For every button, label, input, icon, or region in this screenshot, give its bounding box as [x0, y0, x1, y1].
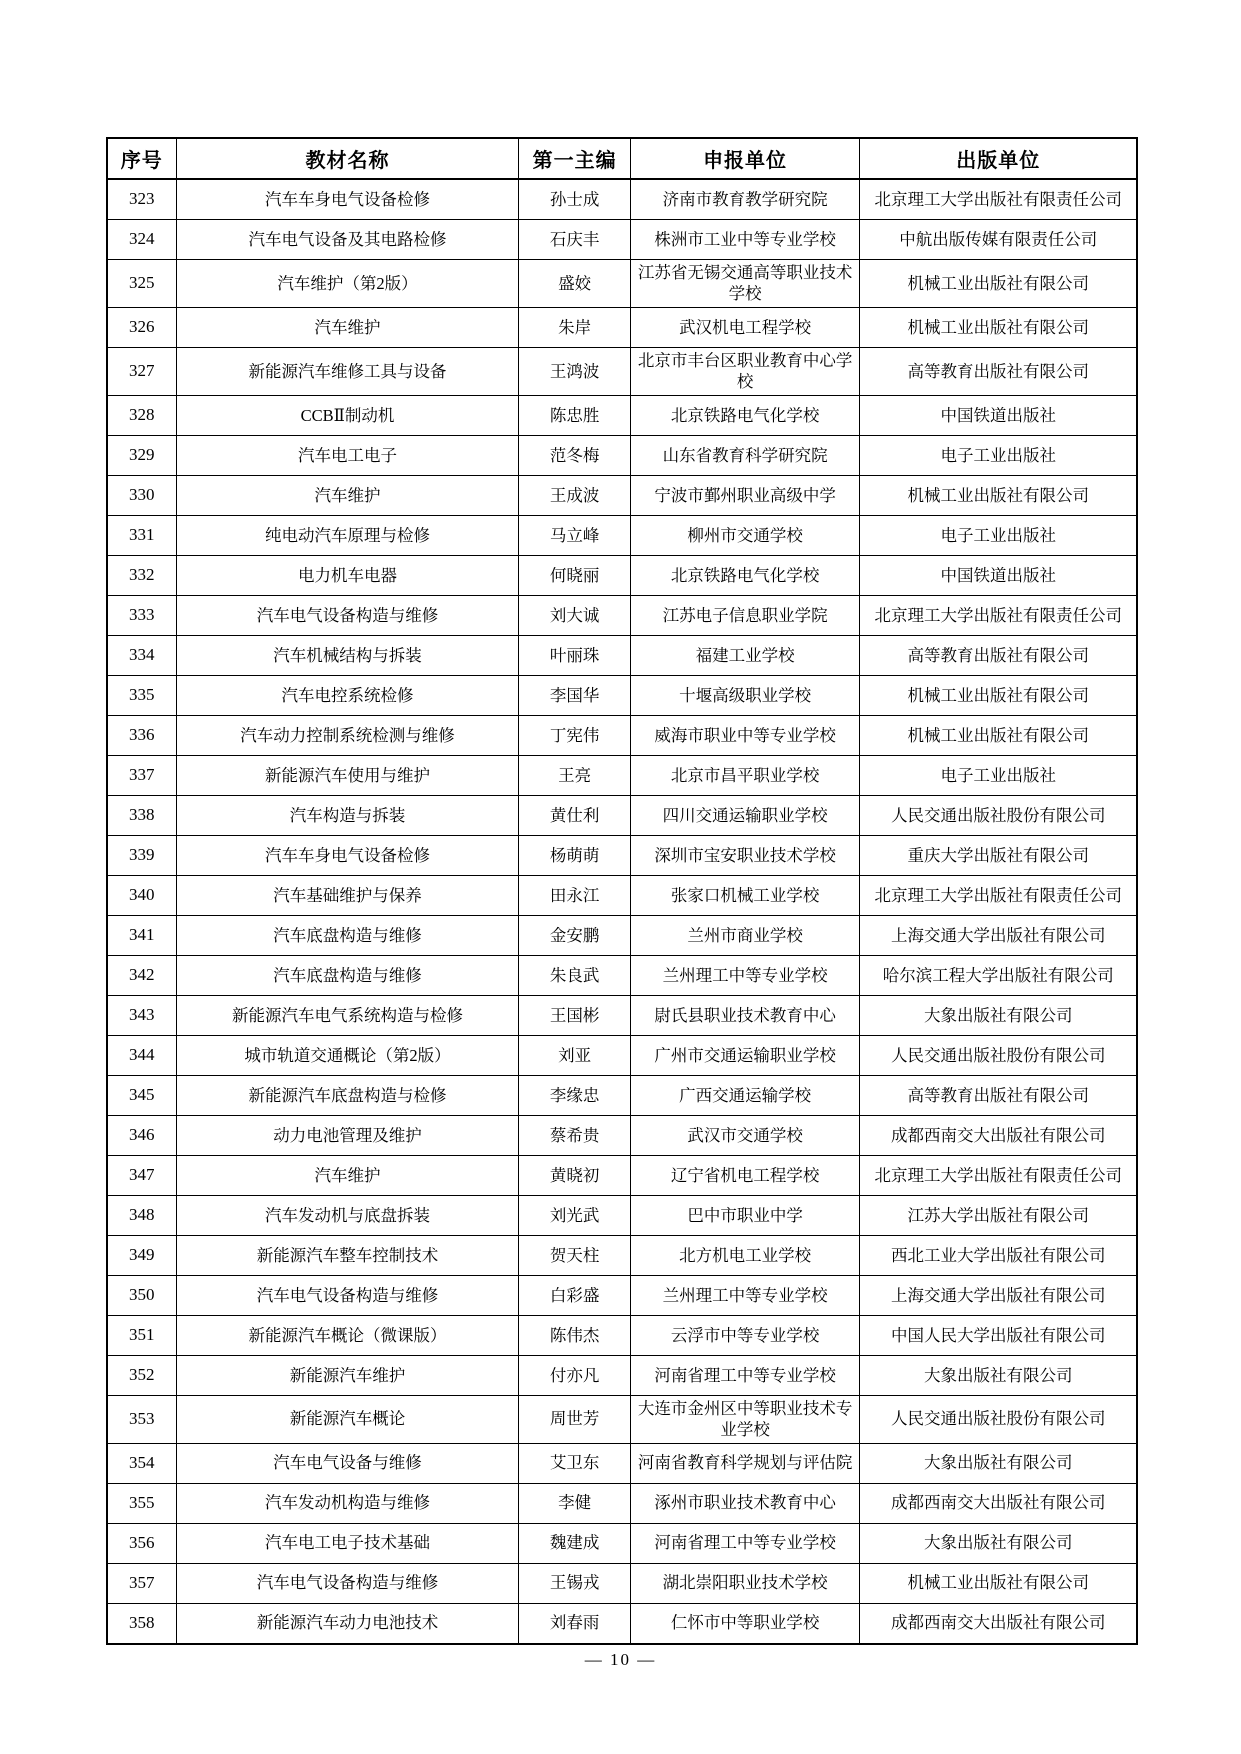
- cell-publishing-unit: 成都西南交大出版社有限公司: [860, 1115, 1137, 1155]
- table-row: [107, 1355, 1137, 1395]
- cell-textbook-name: 新能源汽车概论: [176, 1395, 519, 1443]
- cell-textbook-name: 动力电池管理及维护: [176, 1115, 519, 1155]
- cell-publishing-unit: 人民交通出版社股份有限公司: [860, 1395, 1137, 1443]
- cell-applying-unit: 福建工业学校: [630, 635, 860, 675]
- cell-serial-number: 332: [107, 555, 176, 595]
- cell-textbook-name: 汽车电气设备与维修: [176, 1443, 519, 1483]
- table-row: [107, 915, 1137, 955]
- cell-serial-number: 336: [107, 715, 176, 755]
- cell-chief-editor: 李缘忠: [519, 1075, 630, 1115]
- table-row: [107, 1523, 1137, 1563]
- cell-applying-unit: 河南省理工中等专业学校: [630, 1523, 860, 1563]
- cell-serial-number: 341: [107, 915, 176, 955]
- cell-applying-unit: 北京铁路电气化学校: [630, 555, 860, 595]
- table-row: [107, 835, 1137, 875]
- cell-applying-unit: 武汉机电工程学校: [630, 307, 860, 347]
- cell-applying-unit: 北京市丰台区职业教育中心学校: [630, 347, 860, 395]
- cell-applying-unit: 张家口机械工业学校: [630, 875, 860, 915]
- cell-textbook-name: 新能源汽车电气系统构造与检修: [176, 995, 519, 1035]
- cell-chief-editor: 王亮: [519, 755, 630, 795]
- cell-publishing-unit: 中国铁道出版社: [860, 555, 1137, 595]
- cell-chief-editor: 艾卫东: [519, 1443, 630, 1483]
- cell-applying-unit: 辽宁省机电工程学校: [630, 1155, 860, 1195]
- cell-chief-editor: 叶丽珠: [519, 635, 630, 675]
- cell-publishing-unit: 人民交通出版社股份有限公司: [860, 795, 1137, 835]
- cell-publishing-unit: 北京理工大学出版社有限责任公司: [860, 595, 1137, 635]
- page-number: — 10 —: [584, 1650, 657, 1669]
- cell-chief-editor: 魏建成: [519, 1523, 630, 1563]
- cell-publishing-unit: 电子工业出版社: [860, 435, 1137, 475]
- cell-chief-editor: 李国华: [519, 675, 630, 715]
- cell-textbook-name: 汽车维护: [176, 307, 519, 347]
- cell-chief-editor: 刘亚: [519, 1035, 630, 1075]
- cell-publishing-unit: 机械工业出版社有限公司: [860, 715, 1137, 755]
- cell-serial-number: 324: [107, 220, 176, 260]
- cell-serial-number: 333: [107, 595, 176, 635]
- cell-publishing-unit: 机械工业出版社有限公司: [860, 260, 1137, 308]
- cell-publishing-unit: 江苏大学出版社有限公司: [860, 1195, 1137, 1235]
- cell-chief-editor: 白彩盛: [519, 1275, 630, 1315]
- cell-serial-number: 337: [107, 755, 176, 795]
- cell-publishing-unit: 机械工业出版社有限公司: [860, 675, 1137, 715]
- cell-chief-editor: 石庆丰: [519, 220, 630, 260]
- cell-publishing-unit: 高等教育出版社有限公司: [860, 635, 1137, 675]
- cell-textbook-name: 新能源汽车概论（微课版）: [176, 1315, 519, 1355]
- cell-applying-unit: 江苏电子信息职业学院: [630, 595, 860, 635]
- cell-publishing-unit: 大象出版社有限公司: [860, 1443, 1137, 1483]
- cell-chief-editor: 杨萌萌: [519, 835, 630, 875]
- cell-chief-editor: 朱岸: [519, 307, 630, 347]
- cell-chief-editor: 周世芳: [519, 1395, 630, 1443]
- table-row: [107, 1235, 1137, 1275]
- cell-serial-number: 351: [107, 1315, 176, 1355]
- cell-serial-number: 358: [107, 1603, 176, 1644]
- table-row: [107, 595, 1137, 635]
- cell-applying-unit: 山东省教育科学研究院: [630, 435, 860, 475]
- cell-applying-unit: 北京市昌平职业学校: [630, 755, 860, 795]
- table-row: [107, 307, 1137, 347]
- cell-applying-unit: 四川交通运输职业学校: [630, 795, 860, 835]
- table-row: [107, 347, 1137, 395]
- cell-chief-editor: 朱良武: [519, 955, 630, 995]
- cell-textbook-name: 汽车电气设备及其电路检修: [176, 220, 519, 260]
- cell-textbook-name: 汽车车身电气设备检修: [176, 835, 519, 875]
- cell-applying-unit: 威海市职业中等专业学校: [630, 715, 860, 755]
- cell-serial-number: 344: [107, 1035, 176, 1075]
- cell-chief-editor: 金安鹏: [519, 915, 630, 955]
- cell-publishing-unit: 人民交通出版社股份有限公司: [860, 1035, 1137, 1075]
- header-textbook-name: 教材名称: [176, 138, 519, 179]
- cell-publishing-unit: 电子工业出版社: [860, 755, 1137, 795]
- cell-chief-editor: 刘大诚: [519, 595, 630, 635]
- cell-chief-editor: 何晓丽: [519, 555, 630, 595]
- table-row: [107, 1275, 1137, 1315]
- cell-applying-unit: 兰州理工中等专业学校: [630, 1275, 860, 1315]
- cell-textbook-name: 汽车底盘构造与维修: [176, 915, 519, 955]
- table-row: [107, 955, 1137, 995]
- cell-textbook-name: 新能源汽车使用与维护: [176, 755, 519, 795]
- table-row: [107, 260, 1137, 308]
- cell-publishing-unit: 西北工业大学出版社有限公司: [860, 1235, 1137, 1275]
- table-row: [107, 755, 1137, 795]
- cell-applying-unit: 仁怀市中等职业学校: [630, 1603, 860, 1644]
- cell-publishing-unit: 上海交通大学出版社有限公司: [860, 1275, 1137, 1315]
- cell-applying-unit: 宁波市鄞州职业高级中学: [630, 475, 860, 515]
- cell-chief-editor: 黄晓初: [519, 1155, 630, 1195]
- cell-publishing-unit: 高等教育出版社有限公司: [860, 347, 1137, 395]
- cell-applying-unit: 兰州理工中等专业学校: [630, 955, 860, 995]
- cell-textbook-name: 汽车动力控制系统检测与维修: [176, 715, 519, 755]
- table-row: [107, 1483, 1137, 1523]
- table-row: [107, 715, 1137, 755]
- cell-serial-number: 356: [107, 1523, 176, 1563]
- table-row: [107, 1115, 1137, 1155]
- cell-textbook-name: 新能源汽车底盘构造与检修: [176, 1075, 519, 1115]
- cell-textbook-name: 汽车车身电气设备检修: [176, 179, 519, 220]
- cell-textbook-name: 汽车电气设备构造与维修: [176, 1275, 519, 1315]
- table-row: [107, 220, 1137, 260]
- cell-chief-editor: 范冬梅: [519, 435, 630, 475]
- cell-chief-editor: 陈伟杰: [519, 1315, 630, 1355]
- cell-textbook-name: 汽车电工电子技术基础: [176, 1523, 519, 1563]
- cell-chief-editor: 丁宪伟: [519, 715, 630, 755]
- cell-textbook-name: 汽车发动机与底盘拆装: [176, 1195, 519, 1235]
- cell-serial-number: 327: [107, 347, 176, 395]
- cell-applying-unit: 株洲市工业中等专业学校: [630, 220, 860, 260]
- cell-serial-number: 346: [107, 1115, 176, 1155]
- table-row: [107, 1603, 1137, 1644]
- cell-publishing-unit: 北京理工大学出版社有限责任公司: [860, 875, 1137, 915]
- cell-serial-number: 326: [107, 307, 176, 347]
- table-row: [107, 179, 1137, 220]
- cell-publishing-unit: 中国人民大学出版社有限公司: [860, 1315, 1137, 1355]
- cell-textbook-name: 新能源汽车维修工具与设备: [176, 347, 519, 395]
- cell-serial-number: 334: [107, 635, 176, 675]
- cell-chief-editor: 田永江: [519, 875, 630, 915]
- cell-chief-editor: 马立峰: [519, 515, 630, 555]
- cell-publishing-unit: 成都西南交大出版社有限公司: [860, 1483, 1137, 1523]
- cell-serial-number: 350: [107, 1275, 176, 1315]
- cell-textbook-name: 汽车机械结构与拆装: [176, 635, 519, 675]
- table-row: [107, 995, 1137, 1035]
- cell-serial-number: 348: [107, 1195, 176, 1235]
- cell-textbook-name: CCBⅡ制动机: [176, 395, 519, 435]
- cell-textbook-name: 汽车构造与拆装: [176, 795, 519, 835]
- cell-textbook-name: 电力机车电器: [176, 555, 519, 595]
- cell-serial-number: 345: [107, 1075, 176, 1115]
- table-row: [107, 1035, 1137, 1075]
- cell-textbook-name: 汽车电气设备构造与维修: [176, 1563, 519, 1603]
- header-chief-editor: 第一主编: [519, 138, 630, 179]
- cell-serial-number: 329: [107, 435, 176, 475]
- cell-applying-unit: 深圳市宝安职业技术学校: [630, 835, 860, 875]
- cell-applying-unit: 北京铁路电气化学校: [630, 395, 860, 435]
- cell-serial-number: 357: [107, 1563, 176, 1603]
- table-row: [107, 435, 1137, 475]
- cell-textbook-name: 新能源汽车动力电池技术: [176, 1603, 519, 1644]
- cell-serial-number: 340: [107, 875, 176, 915]
- cell-serial-number: 353: [107, 1395, 176, 1443]
- header-serial-number: 序号: [107, 138, 176, 179]
- cell-serial-number: 354: [107, 1443, 176, 1483]
- cell-serial-number: 349: [107, 1235, 176, 1275]
- cell-applying-unit: 广州市交通运输职业学校: [630, 1035, 860, 1075]
- cell-chief-editor: 王锡戎: [519, 1563, 630, 1603]
- cell-applying-unit: 广西交通运输学校: [630, 1075, 860, 1115]
- cell-publishing-unit: 机械工业出版社有限公司: [860, 1563, 1137, 1603]
- table-row: [107, 1315, 1137, 1355]
- cell-textbook-name: 汽车基础维护与保养: [176, 875, 519, 915]
- cell-serial-number: 325: [107, 260, 176, 308]
- cell-serial-number: 335: [107, 675, 176, 715]
- cell-serial-number: 331: [107, 515, 176, 555]
- cell-chief-editor: 孙士成: [519, 179, 630, 220]
- cell-serial-number: 328: [107, 395, 176, 435]
- cell-textbook-name: 新能源汽车整车控制技术: [176, 1235, 519, 1275]
- cell-chief-editor: 王成波: [519, 475, 630, 515]
- table-header-row: [107, 138, 1137, 179]
- cell-textbook-name: 汽车维护: [176, 1155, 519, 1195]
- cell-publishing-unit: 大象出版社有限公司: [860, 995, 1137, 1035]
- cell-applying-unit: 大连市金州区中等职业技术专业学校: [630, 1395, 860, 1443]
- cell-textbook-name: 汽车维护（第2版）: [176, 260, 519, 308]
- cell-chief-editor: 贺天柱: [519, 1235, 630, 1275]
- cell-chief-editor: 蔡希贵: [519, 1115, 630, 1155]
- cell-chief-editor: 盛姣: [519, 260, 630, 308]
- cell-publishing-unit: 机械工业出版社有限公司: [860, 475, 1137, 515]
- cell-publishing-unit: 成都西南交大出版社有限公司: [860, 1603, 1137, 1644]
- cell-serial-number: 352: [107, 1355, 176, 1395]
- cell-applying-unit: 巴中市职业中学: [630, 1195, 860, 1235]
- cell-applying-unit: 湖北崇阳职业技术学校: [630, 1563, 860, 1603]
- table-row: [107, 515, 1137, 555]
- cell-serial-number: 338: [107, 795, 176, 835]
- cell-serial-number: 339: [107, 835, 176, 875]
- cell-textbook-name: 汽车电气设备构造与维修: [176, 595, 519, 635]
- cell-applying-unit: 兰州市商业学校: [630, 915, 860, 955]
- table-row: [107, 1395, 1137, 1443]
- cell-chief-editor: 黄仕利: [519, 795, 630, 835]
- table-row: [107, 1195, 1137, 1235]
- cell-publishing-unit: 机械工业出版社有限公司: [860, 307, 1137, 347]
- cell-applying-unit: 济南市教育教学研究院: [630, 179, 860, 220]
- cell-applying-unit: 武汉市交通学校: [630, 1115, 860, 1155]
- cell-chief-editor: 付亦凡: [519, 1355, 630, 1395]
- cell-serial-number: 347: [107, 1155, 176, 1195]
- cell-publishing-unit: 高等教育出版社有限公司: [860, 1075, 1137, 1115]
- cell-textbook-name: 汽车底盘构造与维修: [176, 955, 519, 995]
- cell-applying-unit: 尉氏县职业技术教育中心: [630, 995, 860, 1035]
- cell-applying-unit: 河南省教育科学规划与评估院: [630, 1443, 860, 1483]
- cell-applying-unit: 涿州市职业技术教育中心: [630, 1483, 860, 1523]
- cell-chief-editor: 刘春雨: [519, 1603, 630, 1644]
- cell-chief-editor: 刘光武: [519, 1195, 630, 1235]
- cell-serial-number: 343: [107, 995, 176, 1035]
- header-applying-unit: 申报单位: [630, 138, 860, 179]
- cell-publishing-unit: 上海交通大学出版社有限公司: [860, 915, 1137, 955]
- cell-applying-unit: 江苏省无锡交通高等职业技术学校: [630, 260, 860, 308]
- cell-textbook-name: 汽车电工电子: [176, 435, 519, 475]
- cell-textbook-name: 汽车维护: [176, 475, 519, 515]
- cell-serial-number: 330: [107, 475, 176, 515]
- cell-textbook-name: 纯电动汽车原理与检修: [176, 515, 519, 555]
- cell-chief-editor: 陈忠胜: [519, 395, 630, 435]
- cell-publishing-unit: 中航出版传媒有限责任公司: [860, 220, 1137, 260]
- cell-applying-unit: 云浮市中等专业学校: [630, 1315, 860, 1355]
- textbook-table: [106, 137, 1138, 1645]
- table-row: [107, 555, 1137, 595]
- cell-serial-number: 323: [107, 179, 176, 220]
- cell-publishing-unit: 重庆大学出版社有限公司: [860, 835, 1137, 875]
- table-row: [107, 1155, 1137, 1195]
- table-row: [107, 1563, 1137, 1603]
- cell-serial-number: 355: [107, 1483, 176, 1523]
- cell-chief-editor: 王国彬: [519, 995, 630, 1035]
- cell-textbook-name: 汽车电控系统检修: [176, 675, 519, 715]
- cell-chief-editor: 王鸿波: [519, 347, 630, 395]
- cell-publishing-unit: 中国铁道出版社: [860, 395, 1137, 435]
- table-row: [107, 1075, 1137, 1115]
- header-publishing-unit: 出版单位: [860, 138, 1137, 179]
- cell-applying-unit: 柳州市交通学校: [630, 515, 860, 555]
- cell-applying-unit: 十堰高级职业学校: [630, 675, 860, 715]
- table-row: [107, 395, 1137, 435]
- cell-applying-unit: 北方机电工业学校: [630, 1235, 860, 1275]
- table-row: [107, 635, 1137, 675]
- table-row: [107, 475, 1137, 515]
- cell-publishing-unit: 哈尔滨工程大学出版社有限公司: [860, 955, 1137, 995]
- cell-publishing-unit: 大象出版社有限公司: [860, 1523, 1137, 1563]
- cell-textbook-name: 汽车发动机构造与维修: [176, 1483, 519, 1523]
- cell-chief-editor: 李健: [519, 1483, 630, 1523]
- table-row: [107, 875, 1137, 915]
- cell-publishing-unit: 北京理工大学出版社有限责任公司: [860, 179, 1137, 220]
- cell-applying-unit: 河南省理工中等专业学校: [630, 1355, 860, 1395]
- cell-publishing-unit: 北京理工大学出版社有限责任公司: [860, 1155, 1137, 1195]
- cell-textbook-name: 城市轨道交通概论（第2版）: [176, 1035, 519, 1075]
- table-row: [107, 1443, 1137, 1483]
- table-row: [107, 675, 1137, 715]
- cell-publishing-unit: 大象出版社有限公司: [860, 1355, 1137, 1395]
- table-row: [107, 795, 1137, 835]
- cell-serial-number: 342: [107, 955, 176, 995]
- cell-publishing-unit: 电子工业出版社: [860, 515, 1137, 555]
- cell-textbook-name: 新能源汽车维护: [176, 1355, 519, 1395]
